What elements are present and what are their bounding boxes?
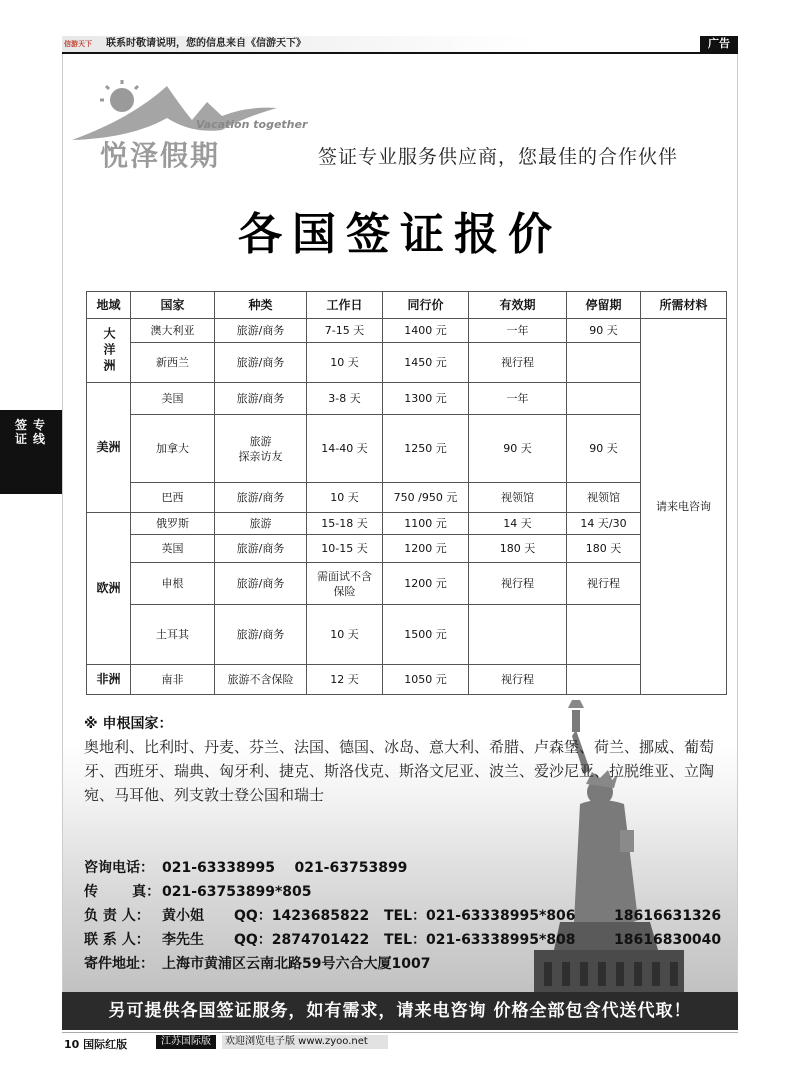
cell-type: 旅游不含保险: [215, 665, 307, 695]
cell-price: 1100 元: [383, 513, 469, 535]
cell-stay: 视领馆: [567, 483, 641, 513]
header-materials: 所需材料: [641, 292, 727, 319]
phone-label: 咨询电话：: [84, 860, 154, 876]
cell-price: 1400 元: [383, 319, 469, 343]
manager-tel: TEL：021-63338995*806: [384, 908, 576, 924]
cell-validity: 视领馆: [469, 483, 567, 513]
visa-price-table: [86, 291, 727, 695]
cell-validity: 视行程: [469, 665, 567, 695]
cell-validity: 一年: [469, 319, 567, 343]
cell-price: 1200 元: [383, 535, 469, 563]
cell-days: 10 天: [307, 483, 383, 513]
cell-stay: 14 天/30: [567, 513, 641, 535]
contact-phone-row: [84, 856, 744, 880]
table-row: [87, 605, 727, 665]
cell-validity: 90 天: [469, 415, 567, 483]
fax-label: 传 真：: [84, 884, 161, 900]
cell-validity: 视行程: [469, 343, 567, 383]
cell-stay: [567, 343, 641, 383]
cell-stay: [567, 665, 641, 695]
publisher-logo: 信游天下: [64, 40, 92, 48]
manager-qq: QQ：1423685822: [234, 908, 370, 924]
table-row: [87, 535, 727, 563]
contact-tel: TEL：021-63338995*808: [384, 932, 576, 948]
header-workdays: 工作日: [307, 292, 383, 319]
cell-days: 14-40 天: [307, 415, 383, 483]
cell-validity: 一年: [469, 383, 567, 415]
header-region: 地域: [87, 292, 131, 319]
cell-country: 澳大利亚: [131, 319, 215, 343]
cell-country: 申根: [131, 563, 215, 605]
cell-validity: 180 天: [469, 535, 567, 563]
contact-address-row: [84, 952, 744, 976]
footer-website: 欢迎浏览电子版 www.zyoo.net: [222, 1035, 388, 1049]
cell-validity: [469, 605, 567, 665]
cell-days: 10 天: [307, 605, 383, 665]
fax-value: 021-63753899*805: [162, 884, 312, 900]
region-oceania: 大洋洲: [87, 319, 131, 383]
cell-type: 旅游/商务: [215, 535, 307, 563]
footer-edition: 江苏国际版: [156, 1035, 216, 1049]
cell-stay: 90 天: [567, 415, 641, 483]
cell-days: 12 天: [307, 665, 383, 695]
cell-country: 英国: [131, 535, 215, 563]
cell-type: 旅游/商务: [215, 563, 307, 605]
cell-type: 旅游: [215, 513, 307, 535]
cell-stay: [567, 605, 641, 665]
manager-mobile: 18616631326: [614, 908, 722, 924]
cell-country: 美国: [131, 383, 215, 415]
contact-qq: QQ：2874701422: [234, 932, 370, 948]
cell-country: 巴西: [131, 483, 215, 513]
brand-chinese-name: 悦泽假期: [100, 139, 221, 172]
header-stay: 停留期: [567, 292, 641, 319]
cell-type: 旅游/商务: [215, 383, 307, 415]
cell-price: 1450 元: [383, 343, 469, 383]
table-row: [87, 343, 727, 383]
manager-name: 黄小姐: [162, 908, 204, 924]
contact-manager-row: [84, 904, 744, 928]
cell-price: 1300 元: [383, 383, 469, 415]
address-label: 寄件地址：: [84, 956, 154, 972]
cell-days: 10 天: [307, 343, 383, 383]
header-type: 种类: [215, 292, 307, 319]
cell-validity: 视行程: [469, 563, 567, 605]
cell-days: 需面试不含 保险: [307, 563, 383, 605]
region-europe: 欧洲: [87, 513, 131, 665]
table-header-row: [87, 292, 727, 319]
schengen-title: ※ 申根国家：: [84, 716, 173, 732]
cell-price: 1500 元: [383, 605, 469, 665]
header-price: 同行价: [383, 292, 469, 319]
cell-country: 新西兰: [131, 343, 215, 383]
materials-cell: 请来电咨询: [641, 319, 727, 695]
manager-label: 负 责 人：: [84, 908, 150, 924]
cell-country: 加拿大: [131, 415, 215, 483]
contact-label: 联 系 人：: [84, 932, 150, 948]
table-row: [87, 383, 727, 415]
table-row: [87, 483, 727, 513]
cell-stay: 180 天: [567, 535, 641, 563]
region-americas: 美洲: [87, 383, 131, 513]
promo-banner: 另可提供各国签证服务，如有需求，请来电咨询 价格全部包含代送代取！: [62, 992, 738, 1030]
cell-stay: [567, 383, 641, 415]
table-row: [87, 415, 727, 483]
cell-days: 3-8 天: [307, 383, 383, 415]
address-value: 上海市黄浦区云南北路59号六合大厦1007: [162, 956, 431, 972]
cell-days: 10-15 天: [307, 535, 383, 563]
cell-price: 1200 元: [383, 563, 469, 605]
brand-english-name: Vacation together: [196, 118, 308, 131]
cell-days: 15-18 天: [307, 513, 383, 535]
header-validity: 有效期: [469, 292, 567, 319]
contact-mobile: 18616830040: [614, 932, 722, 948]
contact-name: 李先生: [162, 932, 204, 948]
cell-country: 俄罗斯: [131, 513, 215, 535]
cell-type: 旅游/商务: [215, 343, 307, 383]
side-tab-label-1: 签证: [14, 418, 27, 446]
cell-country: 土耳其: [131, 605, 215, 665]
ad-tag: 广告: [700, 36, 738, 52]
header-country: 国家: [131, 292, 215, 319]
cell-price: 750 /950 元: [383, 483, 469, 513]
contact-block: [84, 856, 744, 976]
page-title: 各国签证报价: [238, 209, 562, 260]
contact-fax-row: [84, 880, 744, 904]
header-note: 联系时敬请说明，您的信息来自《信游天下》: [106, 38, 306, 49]
phone-value: 021-63338995 021-63753899: [162, 860, 408, 876]
cell-days: 7-15 天: [307, 319, 383, 343]
footer-rule: [62, 1032, 738, 1033]
cell-country: 南非: [131, 665, 215, 695]
side-tab-label-2: 专线: [32, 418, 45, 446]
cell-price: 1050 元: [383, 665, 469, 695]
table-row: [87, 563, 727, 605]
cell-type: 旅游/商务: [215, 605, 307, 665]
cell-validity: 14 天: [469, 513, 567, 535]
table-row: [87, 665, 727, 695]
cell-type: 旅游/商务: [215, 483, 307, 513]
cell-stay: 视行程: [567, 563, 641, 605]
contact-person-row: [84, 928, 744, 952]
footer-page-number: 10 国际红版: [64, 1038, 128, 1051]
schengen-country-list: 奥地利、比利时、丹麦、芬兰、法国、德国、冰岛、意大利、希腊、卢森堡、荷兰、挪威、葡萄牙、西班牙、瑞典、匈牙利、捷克、斯洛伐克、斯洛文尼亚、波兰、爱沙尼亚、拉脱维亚、立陶宛、马耳他、列支敦士登公国和瑞士: [84, 738, 715, 804]
table-row: [87, 513, 727, 535]
cell-price: 1250 元: [383, 415, 469, 483]
cell-stay: 90 天: [567, 319, 641, 343]
region-africa: 非洲: [87, 665, 131, 695]
cell-type: 旅游/商务: [215, 319, 307, 343]
cell-type: 旅游 探亲访友: [215, 415, 307, 483]
brand-slogan: 签证专业服务供应商，您最佳的合作伙伴: [318, 146, 679, 168]
table-row: [87, 319, 727, 343]
